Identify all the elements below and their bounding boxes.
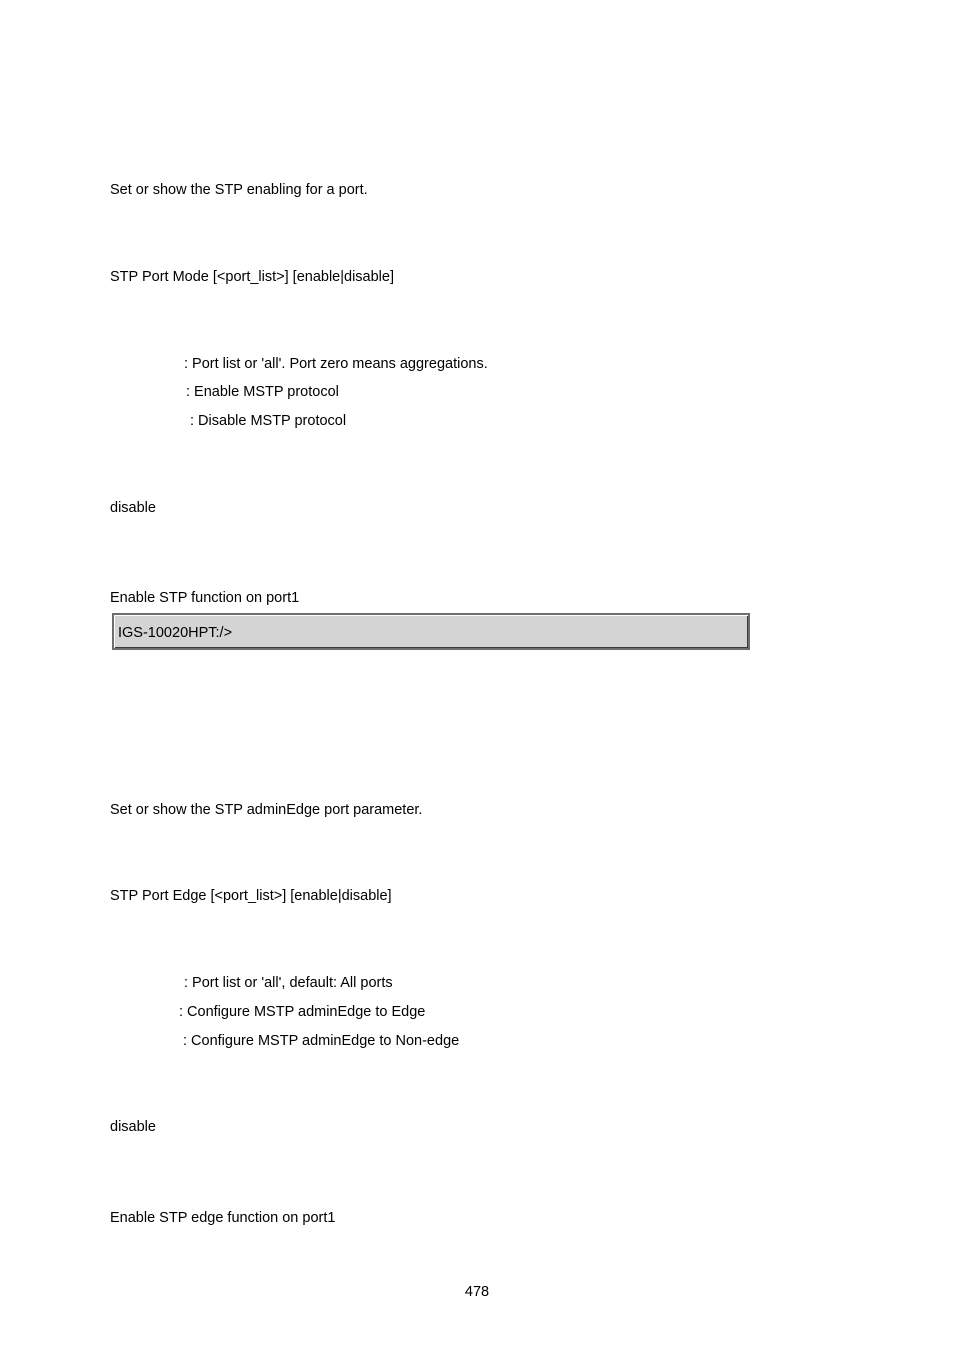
section2-description: Set or show the STP adminEdge port parameter. bbox=[110, 802, 423, 818]
section2-syntax: STP Port Edge [<port_list>] [enable|disable] bbox=[110, 888, 392, 904]
console-example-box bbox=[112, 613, 750, 650]
section1-default-value: disable bbox=[110, 500, 156, 516]
section2-example-caption: Enable STP edge function on port1 bbox=[110, 1210, 336, 1226]
section1-param-disable: : Disable MSTP protocol bbox=[190, 413, 347, 429]
section1-syntax: STP Port Mode [<port_list>] [enable|disable] bbox=[110, 269, 394, 285]
section2-param-port-list: : Port list or 'all', default: All ports bbox=[184, 975, 393, 991]
console-prompt: IGS-10020HPT:/> bbox=[118, 625, 233, 641]
section2-param-enable: : Configure MSTP adminEdge to Edge bbox=[179, 1004, 426, 1020]
section1-description: Set or show the STP enabling for a port. bbox=[110, 182, 368, 198]
section1-example-caption: Enable STP function on port1 bbox=[110, 590, 300, 606]
section2-param-disable: : Configure MSTP adminEdge to Non-edge bbox=[183, 1033, 460, 1049]
section1-param-port-list: : Port list or 'all'. Port zero means aggregations. bbox=[184, 356, 488, 372]
page-number: 478 bbox=[464, 1284, 490, 1300]
section2-default-value: disable bbox=[110, 1119, 156, 1135]
section1-param-enable: : Enable MSTP protocol bbox=[186, 384, 339, 400]
